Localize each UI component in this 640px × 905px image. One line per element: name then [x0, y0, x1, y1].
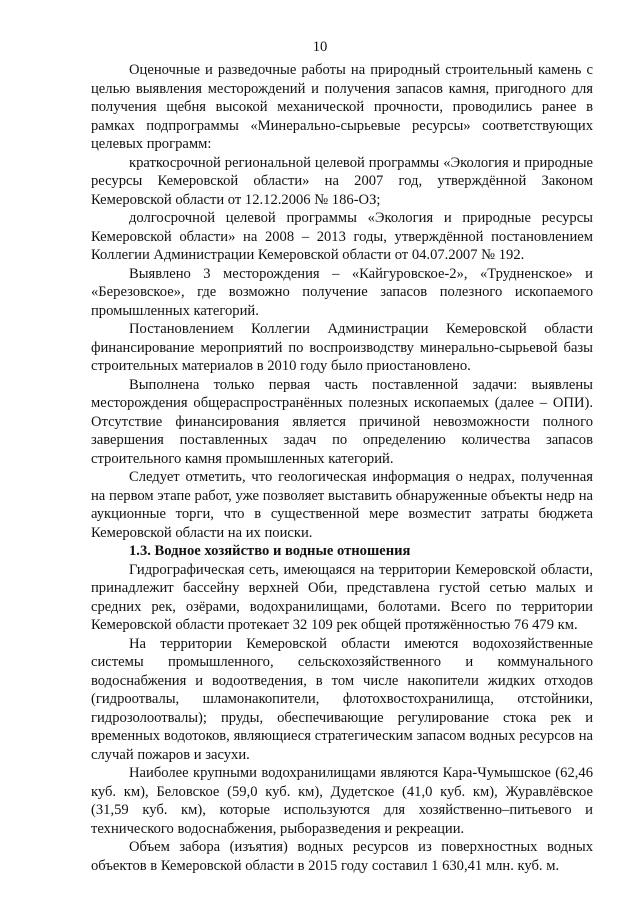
- paragraph: краткосрочной региональной целевой программы «Экология и природные ресурсы Кемеровской области» на 2007 год, утверждённой Законом Кемеровской области от 12.12.2006 № 186-ОЗ;: [91, 154, 593, 208]
- page-body: [91, 61, 593, 875]
- page-number: 10: [312, 39, 328, 55]
- paragraph: Оценочные и разведочные работы на природный строительный камень с целью выявления месторождений и получения запасов камня, пригодного для получения щебня высокой механической прочности, проводились ранее в рамках подпрограммы «Минерально-сырьевые ресурсы» соответствующих целевых программ:: [91, 62, 593, 152]
- paragraph: Выполнена только первая часть поставленной задачи: выявлены месторождения общераспространённых полезных ископаемых (далее – ОПИ). Отсутствие финансирования является причиной невозможности полного завершения поставленных задач по определению количества запасов строительного камня промышленных категорий.: [91, 376, 593, 467]
- section-heading: 1.3. Водное хозяйство и водные отношения: [129, 543, 411, 559]
- paragraph: долгосрочной целевой программы «Экология и природные ресурсы Кемеровской области» на 2008 – 2013 годы, утверждённой постановлением Коллегии Администрации Кемеровской области от 04.07.2007 № 192.: [91, 210, 593, 263]
- paragraph: Выявлено 3 месторождения – «Кайгуровское-2», «Трудненское» и «Березовское», где возможно получение запасов полезного ископаемого промышленных категорий.: [91, 265, 593, 319]
- paragraph: Объем забора (изъятия) водных ресурсов из поверхностных водных объектов в Кемеровской области в 2015 году составил 1 630,41 млн. куб. м.: [91, 839, 593, 874]
- paragraph: Постановлением Коллегии Администрации Кемеровской области финансирование мероприятий по воспроизводству минерально-сырьевой базы строительных материалов в 2010 году было приостановлено.: [91, 321, 593, 374]
- paragraph: На территории Кемеровской области имеются водохозяйственные системы промышленного, сельскохозяйственного и коммунального водоснабжения и водоотведения, в том числе накопители жидких отходов (гидроотвалы, шламонакопители, флотохвостохранилища, отстойники, гидрозолоотвалы); пруды, обеспечивающие регулирование стока рек и временных водотоков, являющиеся стратегическим запасом водных ресурсов на случай пожаров и засухи.: [91, 635, 593, 763]
- paragraph: Следует отметить, что геологическая информация о недрах, полученная на первом этапе работ, уже позволяет выставить обнаруженные объекты недр на аукционные торги, что в существенной мере возместит затраты бюджета Кемеровской области на их поиски.: [91, 469, 593, 541]
- paragraph: Гидрографическая сеть, имеющаяся на территории Кемеровской области, принадлежит бассейну верхней Оби, представлена густой сетью малых и средних рек, озёрами, водохранилищами, болотами. Всего по территории Кемеровской области протекает 32 109 рек общей протяжённостью 76 479 км.: [91, 561, 593, 633]
- paragraph: Наиболее крупными водохранилищами являются Кара-Чумышское (62,46 куб. км), Беловское (59,0 куб. км), Дудетское (41,0 куб. км), Журавлёвское (31,59 куб. км), которые используются для хозяйственно–питьевого и технического водоснабжения, рыборазведения и рекреации.: [91, 765, 593, 837]
